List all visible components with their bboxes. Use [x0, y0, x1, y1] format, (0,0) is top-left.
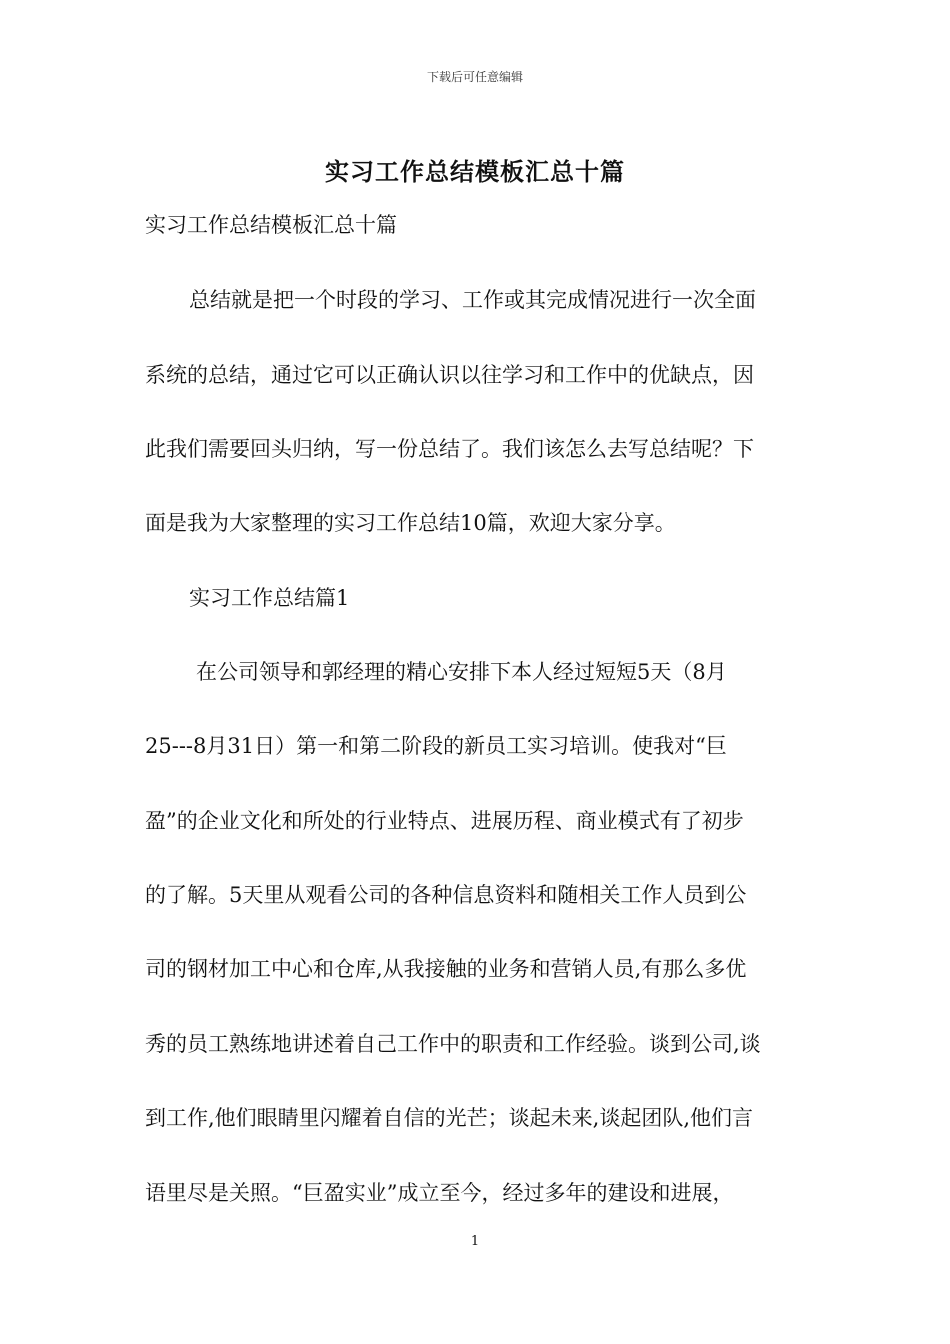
paragraph-line: 在公司领导和郭经理的精心安排下本人经过短短5天（8月	[196, 660, 727, 684]
page-number: 1	[470, 1234, 480, 1249]
paragraph-line: 语里尽是关照。“巨盈实业”成立至今，经过多年的建设和进展，	[145, 1181, 734, 1205]
paragraph-line: 25---8月31日）第一和第二阶段的新员工实习培训。使我对“巨	[145, 734, 727, 758]
paragraph-line: 此我们需要回头归纳，写一份总结了。我们该怎么去写总结呢？下	[145, 437, 754, 461]
paragraph-line: 司的钢材加工中心和仓库,从我接触的业务和营销人员,有那么多优	[145, 957, 747, 981]
paragraph-line: 面是我为大家整理的实习工作总结10篇，欢迎大家分享。	[145, 511, 676, 535]
paragraph-line: 盈”的企业文化和所处的行业特点、进展历程、商业模式有了初步	[145, 809, 744, 833]
paragraph-line: 秀的员工熟练地讲述着自己工作中的职责和工作经验。谈到公司,谈	[145, 1032, 761, 1056]
paragraph-line: 总结就是把一个时段的学习、工作或其完成情况进行一次全面	[189, 288, 756, 312]
header-note: 下载后可任意编辑	[426, 70, 523, 84]
subtitle-line: 实习工作总结模板汇总十篇	[145, 213, 397, 237]
section-heading: 实习工作总结篇1	[189, 586, 350, 610]
document-title: 实习工作总结模板汇总十篇	[325, 157, 625, 186]
paragraph-line: 到工作,他们眼睛里闪耀着自信的光芒；谈起未来,谈起团队,他们言	[145, 1106, 754, 1130]
paragraph-line: 系统的总结，通过它可以正确认识以往学习和工作中的优缺点，因	[145, 363, 754, 387]
paragraph-line: 的了解。5天里从观看公司的各种信息资料和随相关工作人员到公	[145, 883, 747, 907]
